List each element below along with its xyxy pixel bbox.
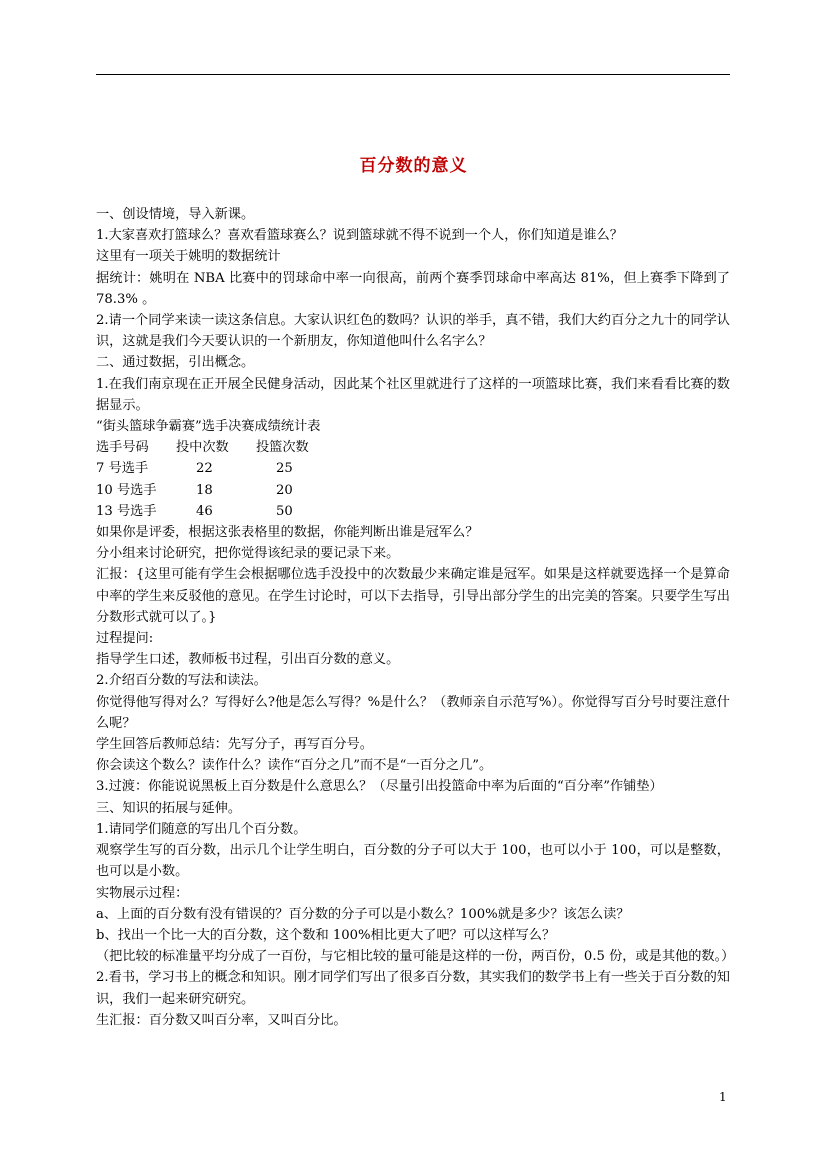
text-line: 1.在我们南京现在正开展全民健身活动，因此某个社区里就进行了这样的一项篮球比赛，我们来看看比赛的数据显示。 <box>96 376 730 413</box>
text-line: 3.过渡：你能说说黑板上百分数是什么意思么？（尽量引出投篮命中率为后面的“百分率”作铺垫） <box>96 779 663 795</box>
text-line: 指导学生口述，教师板书过程，引出百分数的意义。 <box>96 652 400 668</box>
document-title: 百分数的意义 <box>359 156 468 176</box>
page-number: 1 <box>719 1090 727 1104</box>
text-line: （把比较的标准量平均分成了一百份，与它相比较的量可能是这样的一份，两百份，0.5 份，或是其他的数。） <box>96 949 735 965</box>
table-header-cell: 选手号码 <box>96 440 149 456</box>
table-row <box>96 480 730 501</box>
text-line: 学生回答后教师总结：先写分子，再写百分号。 <box>96 737 373 753</box>
score-table <box>96 437 730 522</box>
table-cell: 22 <box>196 461 213 477</box>
text-line: a、上面的百分数有没有错误的？百分数的分子可以是小数么？100%就是多少？该怎么读？ <box>96 906 630 922</box>
text-line: 你觉得他写得对么？写得好么?他是怎么写得？%是什么？（教师亲自示范写%）。你觉得写百分号时要注意什么呢？ <box>96 694 730 731</box>
text-line: 你会读这个数么？读作什么？读作“百分之几”而不是“一百分之几”。 <box>96 758 493 774</box>
table-header-cell: 投中次数 <box>176 440 229 456</box>
table-row <box>96 458 730 479</box>
text-line: 一、创设情境，导入新课。 <box>96 207 255 222</box>
text-line: b、找出一个比一大的百分数，这个数和 100%相比更大了吧？可以这样写么？ <box>96 927 556 943</box>
table-cell: 7 号选手 <box>96 461 149 477</box>
text-line: 2.看书，学习书上的概念和知识。刚才同学们写出了很多百分数，其实我们的数学书上有一些关于百分数的知识，我们一起来研究研究。 <box>96 970 730 1007</box>
table-row <box>96 501 730 522</box>
table-cell: 10 号选手 <box>96 482 157 498</box>
text-line: 生汇报：百分数又叫百分率，又叫百分比。 <box>96 1012 347 1028</box>
table-cell: 18 <box>196 482 213 498</box>
text-line: 2.请一个同学来读一读这条信息。大家认识红色的数吗？认识的举手，真不错，我们大约百分之九十的同学认识，这就是我们今天要认识的一个新朋友，你知道他叫什么名字么？ <box>96 313 730 350</box>
text-line: 观察学生写的百分数，出示几个让学生明白，百分数的分子可以大于 100，也可以小于 100，可以是整数，也可以是小数。 <box>96 843 730 880</box>
text-line: 过程提问: <box>96 631 154 647</box>
text-line: 据统计：姚明在 NBA 比赛中的罚球命中率一向很高，前两个赛季罚球命中率高达 81%，但上赛季下降到了 78.3% 。 <box>96 270 730 307</box>
table-cell: 25 <box>276 461 293 477</box>
table-caption: “街头篮球争霸赛”选手决赛成绩统计表 <box>96 419 321 435</box>
text-line: 分小组来讨论研究，把你觉得该纪录的要记录下来。 <box>96 546 400 562</box>
text-line: 二、通过数据，引出概念。 <box>96 355 255 371</box>
text-line: 2.介绍百分数的写法和读法。 <box>96 673 267 689</box>
text-line: 汇报：{这里可能有学生会根据哪位选手没投中的次数最少来确定谁是冠军。如果是这样就要选择一个是算命中率的学生来反驳他的意见。在学生讨论时，可以下去指导，引导出部分学生的出完美的答案。只要学生写出分数形式就可以了。} <box>96 567 730 625</box>
text-line: 三、知识的拓展与延伸。 <box>96 800 242 816</box>
text-line: 实物展示过程： <box>96 885 189 901</box>
table-cell: 50 <box>276 503 293 519</box>
table-cell: 46 <box>196 503 213 519</box>
table-header-row <box>96 437 730 458</box>
header-rule <box>96 74 730 75</box>
table-cell: 13 号选手 <box>96 503 157 519</box>
text-line: 1.请同学们随意的写出几个百分数。 <box>96 821 307 837</box>
document-body <box>96 204 735 1031</box>
text-line: 1.大家喜欢打篮球么？喜欢看篮球赛么？说到篮球就不得不说到一个人，你们知道是谁么？ <box>96 228 623 244</box>
table-cell: 20 <box>276 482 293 498</box>
table-header-cell: 投篮次数 <box>256 440 309 456</box>
text-line: 这里有一项关于姚明的数据统计 <box>96 249 281 265</box>
text-line: 如果你是评委，根据这张表格里的数据，你能判断出谁是冠军么？ <box>96 525 479 541</box>
